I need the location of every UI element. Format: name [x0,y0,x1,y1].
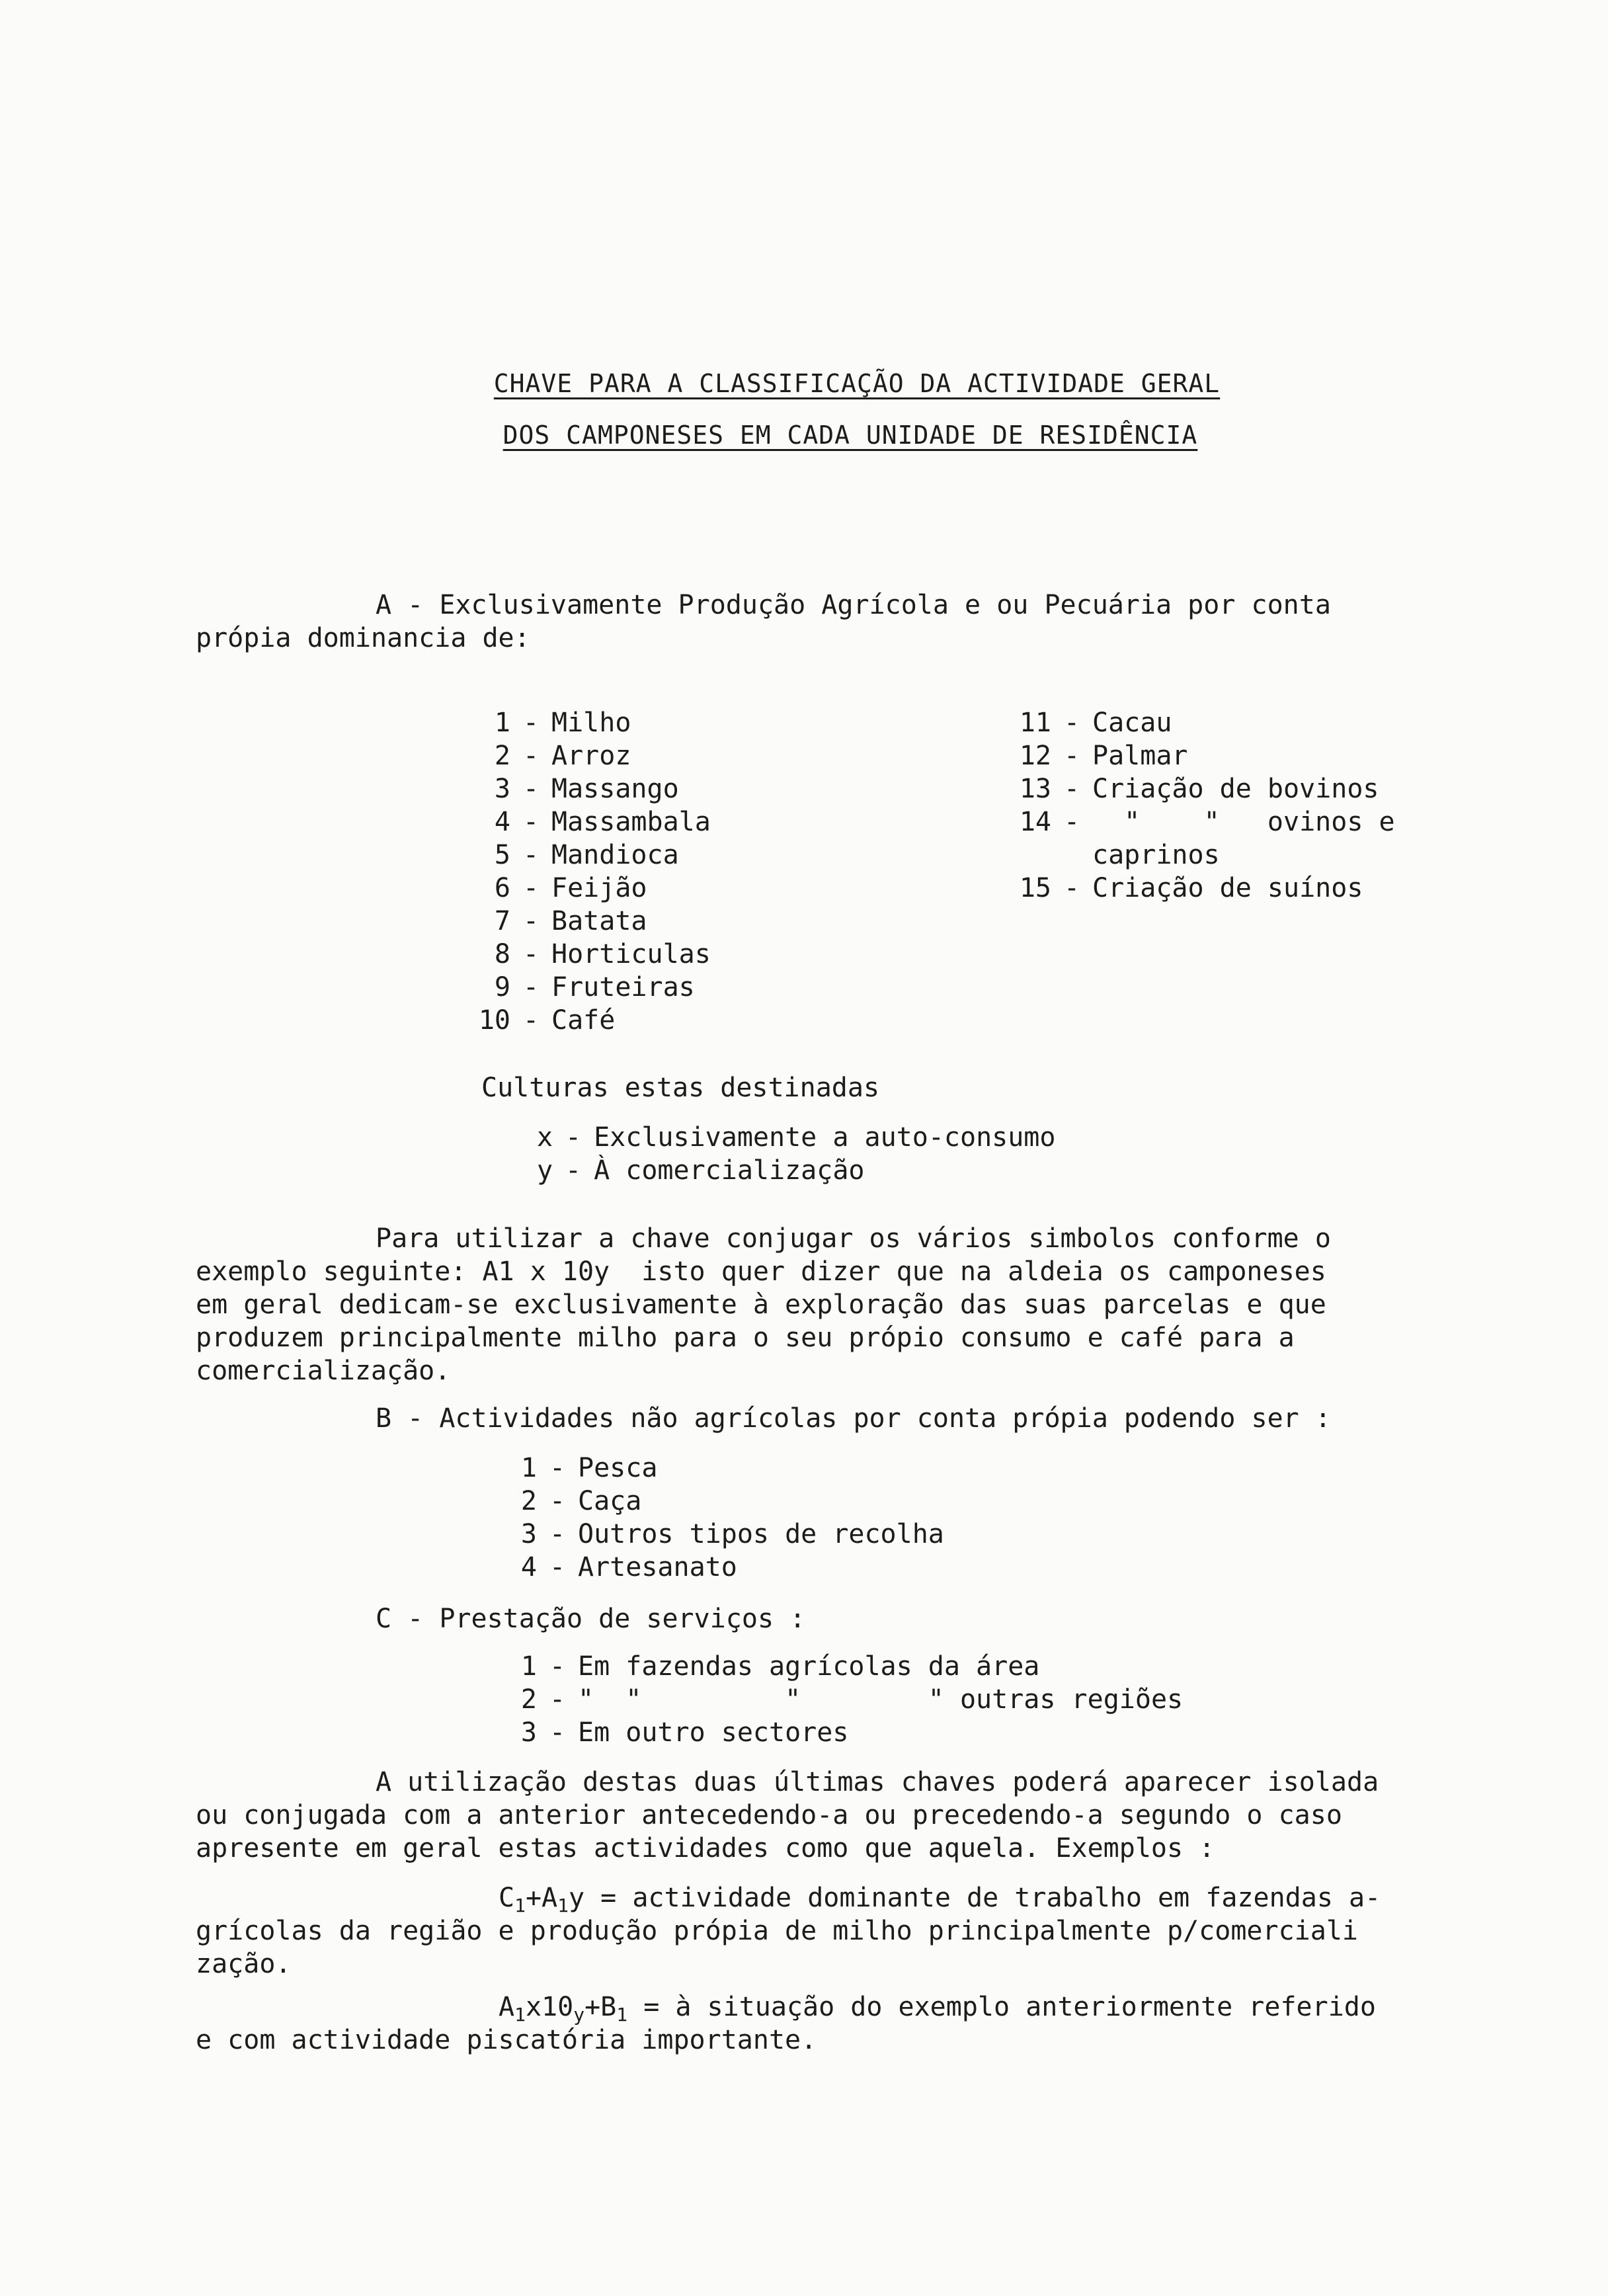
destination-item [537,1154,1055,1187]
crop-item [1014,739,1395,772]
crop-item-number: 13 [1019,774,1051,804]
activity-item-label: Pesca [578,1453,658,1483]
crop-item-dash: - [1063,873,1080,903]
service-item-label: Em fazendas agrícolas da área [578,1651,1040,1682]
cultures-heading: Culturas estas destinadas [481,1073,880,1103]
closing-line: apresente em geral estas actividades como que aquela. Exemplos : [196,1833,1215,1864]
crop-item-label: Fruteiras [551,972,695,1003]
section-c-heading: C - Prestação de serviços : [376,1604,806,1634]
crop-item [473,706,711,739]
crop-item-number: 10 [478,1005,510,1036]
activity-item [500,1518,944,1551]
crop-item-number: 1 [494,708,510,738]
activity-item-dash: - [549,1552,566,1582]
section-a-list-right [1014,706,1395,905]
crop-item-dash: - [1063,741,1080,771]
example-1-formula: $C_1+A_1y$ [499,1883,601,1916]
section-c-list [500,1650,1183,1749]
destination-dash: - [565,1122,582,1153]
closing-paragraph [196,1766,1379,1865]
crop-item-dash: - [522,840,540,870]
section-a-intro-line-1: A - Exclusivamente Produção Agrícola e ou Pecuária por conta [376,590,1331,620]
section-b-list [500,1452,944,1584]
crop-item-label: Massango [551,774,679,804]
example-2 [196,1990,1376,2057]
crop-item-label: Feijão [551,873,647,903]
activity-item-number: 4 [520,1552,537,1582]
crop-item [473,805,711,839]
crop-item-dash: - [522,807,540,837]
crop-item-label: Milho [551,708,631,738]
crop-item-dash: - [522,708,540,738]
closing-line: A utilização destas duas últimas chaves poderá aparecer isolada [376,1767,1379,1797]
service-item-label: " " " " outras regiões [578,1684,1184,1715]
crop-item [1014,872,1395,905]
crop-item-label: " " ovinos e [1092,807,1395,837]
crop-item [473,739,711,772]
crop-item-dash: - [522,774,540,804]
activity-item [500,1551,944,1584]
crop-item-label: Arroz [551,741,631,771]
crop-item [473,772,711,805]
activity-item-label: Caça [578,1486,642,1516]
crop-item-label: caprinos [1092,840,1220,870]
crop-item-number: 4 [494,807,510,837]
crop-item-dash: - [1063,807,1080,837]
crop-item-label: Massambala [551,807,711,837]
document-title-line-2: DOS CAMPONESES EM CADA UNIDADE DE RESIDÊNCIA [502,421,1198,450]
example-1 [196,1881,1381,1981]
service-item [500,1683,1183,1716]
crop-item-number: 14 [1019,807,1051,837]
crop-item-label: Batata [551,906,647,936]
service-item-number: 3 [520,1717,537,1748]
crop-item [473,1004,711,1037]
crop-item-number: 5 [494,840,510,870]
section-a-intro-line-2: própia dominancia de: [196,623,530,653]
crop-item [473,905,711,938]
crop-item-number: 15 [1019,873,1051,903]
crop-item [473,971,711,1004]
service-item-dash: - [549,1717,566,1748]
crop-item-number: 7 [494,906,510,936]
crop-item [473,839,711,872]
section-a-list-left [473,706,711,1037]
destination-code: x [537,1122,553,1153]
crop-item [473,938,711,971]
activity-item-label: Artesanato [578,1552,737,1582]
activity-item-number: 3 [520,1519,537,1549]
example-2-formula: $A_1x10_y+B_1$ [499,1992,628,2026]
crop-item-number: 3 [494,774,510,804]
crop-item-label: Criação de suínos [1092,873,1363,903]
example-1-line-2: grícolas da região e produção própia de milho principalmente p/comerciali [196,1916,1358,1946]
crop-item-number: 2 [494,741,510,771]
usage-explanation-paragraph [196,1222,1331,1387]
crop-item-label: Cacau [1092,708,1172,738]
document-title-line-1: CHAVE PARA A CLASSIFICAÇÃO DA ACTIVIDADE GERAL [493,369,1221,398]
destination-label: Exclusivamente a auto-consumo [594,1122,1056,1153]
service-item-dash: - [549,1651,566,1682]
destination-label: À comercialização [594,1155,865,1186]
service-item [500,1650,1183,1683]
crop-item-label: Mandioca [551,840,679,870]
crop-item-number: 11 [1019,708,1051,738]
service-item-number: 1 [520,1651,537,1682]
activity-item-dash: - [549,1453,566,1483]
crop-item-number: 8 [494,939,510,969]
crop-item [1014,772,1395,805]
destination-code: y [537,1155,553,1186]
crop-item-label: Palmar [1092,741,1188,771]
activity-item-number: 2 [520,1486,537,1516]
destination-item [537,1121,1055,1154]
explanation-line: em geral dedicam-se exclusivamente à exploração das suas parcelas e que [196,1290,1326,1320]
destinations-list [537,1121,1055,1187]
activity-item [500,1452,944,1485]
crop-item-dash: - [522,906,540,936]
activity-item-dash: - [549,1519,566,1549]
example-2-line-1: $A_1x10_y+B_1$ = à situação do exemplo anteriormente referido [499,1992,1376,2026]
destination-dash: - [565,1155,582,1186]
explanation-line: produzem principalmente milho para o seu própio consumo e café para a [196,1323,1295,1353]
crop-item-dash: - [522,939,540,969]
crop-item-dash: - [522,741,540,771]
crop-item-label: Café [551,1005,616,1036]
explanation-line: comercialização. [196,1356,451,1386]
crop-item-dash: - [522,972,540,1003]
closing-line: ou conjugada com a anterior antecedendo-a ou precedendo-a segundo o caso [196,1800,1342,1830]
crop-item [1014,706,1395,739]
activity-item-dash: - [549,1486,566,1516]
crop-item-dash: - [522,1005,540,1036]
example-1-line-1: $C_1+A_1y$ = actividade dominante de trabalho em fazendas a- [499,1883,1381,1916]
service-item-label: Em outro sectores [578,1717,849,1748]
service-item-dash: - [549,1684,566,1715]
explanation-line: Para utilizar a chave conjugar os vários simbolos conforme o [376,1223,1331,1254]
crop-item-dash: - [522,873,540,903]
crop-item-dash: - [1063,708,1080,738]
crop-item [1014,839,1395,872]
service-item [500,1716,1183,1749]
activity-item-number: 1 [520,1453,537,1483]
crop-item-dash: - [1063,774,1080,804]
activity-item-label: Outros tipos de recolha [578,1519,944,1549]
activity-item [500,1485,944,1518]
crop-item-number: 9 [494,972,510,1003]
crop-item-number: 6 [494,873,510,903]
crop-item-label: Horticulas [551,939,711,969]
section-b-heading: B - Actividades não agrícolas por conta própia podendo ser : [376,1403,1331,1434]
crop-item [1014,805,1395,839]
crop-item [473,872,711,905]
crop-item-label: Criação de bovinos [1092,774,1379,804]
example-1-line-3: zação. [196,1949,292,1979]
service-item-number: 2 [520,1684,537,1715]
explanation-line: exemplo seguinte: A1 x 10y isto quer dizer que na aldeia os camponeses [196,1256,1326,1287]
crop-item-number: 12 [1019,741,1051,771]
example-2-line-2: e com actividade piscatória importante. [196,2025,817,2055]
